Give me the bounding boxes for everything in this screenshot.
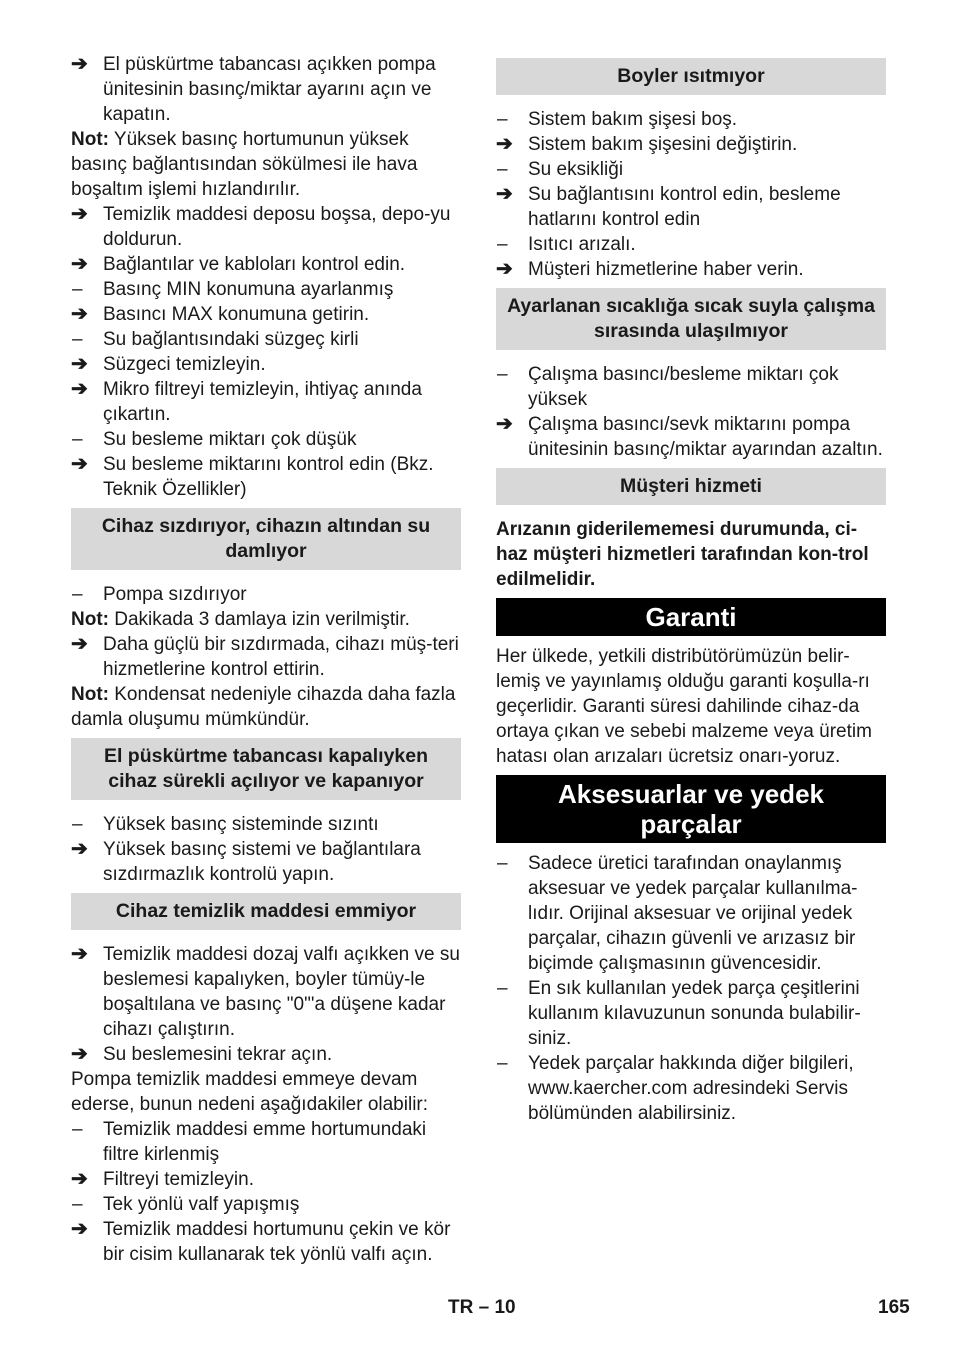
note-paragraph (71, 127, 461, 202)
instruction-item (71, 52, 461, 127)
cause-item (496, 1051, 886, 1126)
section-heading: Cihaz temizlik maddesi emmiyor (71, 893, 461, 930)
item-text: Temizlik maddesi dozaj valfı açıkken ve su beslemesi kapalıyken, boyler tümüy-le boşaltılana ve basınç "0"'a düşene kadar cihazı çalıştırın. (103, 944, 460, 1040)
section-heading: Müşteri hizmeti (496, 468, 886, 505)
cause-item (71, 582, 461, 607)
note-paragraph (71, 607, 461, 632)
chapter-heading: Garanti (496, 598, 886, 636)
arrow-icon: ➔ (71, 1168, 88, 1190)
cause-item (71, 1192, 461, 1217)
chapter-heading: Aksesuarlar ve yedek parçalar (496, 775, 886, 843)
instruction-item (71, 302, 461, 327)
dash-icon: – (497, 159, 508, 180)
instruction-item (71, 202, 461, 252)
item-text: Müşteri hizmetlerine haber verin. (528, 259, 804, 280)
arrow-icon: ➔ (71, 353, 88, 375)
item-text: Yüksek basınç sistemi ve bağlantılara sızdırmazlık kontrolü yapın. (103, 839, 421, 885)
note-text: Kondensat nedeniyle cihazda daha fazla damla oluşumu mümkündür. (71, 684, 456, 730)
instruction-item (71, 377, 461, 427)
paragraph: Her ülkede, yetkili distribütörümüzün belir-lemiş ve yayınlamış olduğu garanti koşulla-rı geçerlidir. Garanti süresi dahilinde cihaz-da ortaya çıkan ve sebebi malzeme veya üretim hatası olan arızaları ücretsiz onarı-yoruz. (496, 646, 872, 767)
instruction-item (496, 412, 886, 462)
left-column (71, 52, 461, 1267)
dash-icon: – (72, 279, 83, 300)
item-text: Su bağlantısındaki süzgeç kirli (103, 329, 359, 350)
instruction-item (496, 132, 886, 157)
item-text: El püskürtme tabancası açıkken pompa ünitesinin basınç/miktar ayarını açın ve kapatın. (103, 54, 436, 125)
item-text: Sistem bakım şişesini değiştirin. (528, 134, 798, 155)
note-label: Not: (71, 609, 109, 630)
cause-item (496, 232, 886, 257)
item-text: Su eksikliği (528, 159, 624, 180)
item-text: Yedek parçalar hakkında diğer bilgileri, www.kaercher.com adresindeki Servis bölümünden alabilirsiniz. (528, 1053, 854, 1124)
instruction-item (71, 252, 461, 277)
item-text: Bağlantılar ve kabloları kontrol edin. (103, 254, 406, 275)
dash-icon: – (72, 584, 83, 605)
dash-icon: – (72, 329, 83, 350)
item-text: Tek yönlü valf yapışmış (103, 1194, 300, 1215)
cause-item (71, 327, 461, 352)
instruction-item (71, 837, 461, 887)
item-text: Temizlik maddesi hortumunu çekin ve kör bir cisim kullanarak tek yönlü valfı açın. (103, 1219, 451, 1265)
page-number: 165 (878, 1297, 910, 1318)
item-text: Filtreyi temizleyin. (103, 1169, 254, 1190)
item-text: Su bağlantısını kontrol edin, besleme hatlarını kontrol edin (528, 184, 841, 230)
item-text: Yüksek basınç sisteminde sızıntı (103, 814, 379, 835)
item-text: Su besleme miktarı çok düşük (103, 429, 357, 450)
instruction-item (71, 1217, 461, 1267)
cause-item (71, 427, 461, 452)
item-text: Su beslemesini tekrar açın. (103, 1044, 333, 1065)
right-column (496, 52, 886, 1126)
instruction-item (71, 1167, 461, 1192)
cause-item (496, 362, 886, 412)
footer-section-label: TR – 10 (448, 1297, 516, 1318)
item-text: Daha güçlü bir sızdırmada, cihazı müş-teri hizmetlerine kontrol ettirin. (103, 634, 459, 680)
instruction-item (71, 452, 461, 502)
item-text: Mikro filtreyi temizleyin, ihtiyaç anında çıkartın. (103, 379, 422, 425)
item-text: Su besleme miktarını kontrol edin (Bkz. Teknik Özellikler) (103, 454, 434, 500)
arrow-icon: ➔ (496, 133, 513, 155)
cause-item (496, 157, 886, 182)
instruction-item (71, 1042, 461, 1067)
note-label: Not: (71, 129, 109, 150)
dash-icon: – (72, 1119, 83, 1140)
cause-item (496, 107, 886, 132)
note-label: Not: (71, 684, 109, 705)
item-text: Süzgeci temizleyin. (103, 354, 266, 375)
item-text: Temizlik maddesi emme hortumundaki filtre kirlenmiş (103, 1119, 427, 1165)
dash-icon: – (72, 814, 83, 835)
arrow-icon: ➔ (71, 203, 88, 225)
note-text: Dakikada 3 damlaya izin verilmiştir. (108, 609, 410, 630)
instruction-item (496, 182, 886, 232)
bold-paragraph: Arızanın giderilememesi durumunda, ci-haz müşteri hizmetleri tarafından kon-trol edilmelidir. (496, 519, 869, 590)
arrow-icon: ➔ (71, 303, 88, 325)
arrow-icon: ➔ (71, 378, 88, 400)
dash-icon: – (497, 978, 508, 999)
cause-item (496, 976, 886, 1051)
item-text: Sistem bakım şişesi boş. (528, 109, 738, 130)
item-text: En sık kullanılan yedek parça çeşitlerini kullanım kılavuzunun sonunda bulabilir-siniz. (528, 978, 861, 1049)
instruction-item (71, 352, 461, 377)
cause-item (496, 851, 886, 976)
item-text: Çalışma basıncı/besleme miktarı çok yüksek (528, 364, 839, 410)
instruction-item (496, 257, 886, 282)
item-text: Çalışma basıncı/sevk miktarını pompa ünitesinin basınç/miktar ayarından azaltın. (528, 414, 883, 460)
cause-item (71, 277, 461, 302)
cause-item (71, 812, 461, 837)
arrow-icon: ➔ (71, 633, 88, 655)
item-text: Sadece üretici tarafından onaylanmış aksesuar ve yedek parçalar kullanılma-lıdır. Orijinal aksesuar ve orijinal yedek parçalar, cihazın güvenli ve arızasız bir biçimde çalışmasının güvencesidir. (528, 853, 858, 974)
item-text: Pompa sızdırıyor (103, 584, 247, 605)
dash-icon: – (497, 364, 508, 385)
dash-icon: – (497, 109, 508, 130)
paragraph: Pompa temizlik maddesi emmeye devam ederse, bunun nedeni aşağıdakiler olabilir: (71, 1069, 429, 1115)
item-text: Isıtıcı arızalı. (528, 234, 636, 255)
arrow-icon: ➔ (71, 943, 88, 965)
item-text: Basınç MIN konumuna ayarlanmış (103, 279, 394, 300)
item-text: Temizlik maddesi deposu boşsa, depo-yu doldurun. (103, 204, 451, 250)
arrow-icon: ➔ (71, 838, 88, 860)
arrow-icon: ➔ (496, 183, 513, 205)
instruction-item (71, 942, 461, 1042)
instruction-item (71, 632, 461, 682)
note-text: Yüksek basınç hortumunun yüksek basınç bağlantısından sökülmesi ile hava boşaltım işlemi hızlandırılır. (71, 129, 418, 200)
arrow-icon: ➔ (71, 253, 88, 275)
section-heading: Ayarlanan sıcaklığa sıcak suyla çalışma sırasında ulaşılmıyor (496, 288, 886, 350)
arrow-icon: ➔ (71, 1218, 88, 1240)
dash-icon: – (497, 1053, 508, 1074)
dash-icon: – (72, 1194, 83, 1215)
section-heading: El püskürtme tabancası kapalıyken cihaz sürekli açılıyor ve kapanıyor (71, 738, 461, 800)
dash-icon: – (497, 234, 508, 255)
arrow-icon: ➔ (71, 53, 88, 75)
arrow-icon: ➔ (71, 1043, 88, 1065)
section-heading: Cihaz sızdırıyor, cihazın altından su damlıyor (71, 508, 461, 570)
note-paragraph (71, 682, 461, 732)
dash-icon: – (497, 853, 508, 874)
arrow-icon: ➔ (496, 258, 513, 280)
item-text: Basıncı MAX konumuna getirin. (103, 304, 370, 325)
arrow-icon: ➔ (71, 453, 88, 475)
dash-icon: – (72, 429, 83, 450)
arrow-icon: ➔ (496, 413, 513, 435)
section-heading: Boyler ısıtmıyor (496, 58, 886, 95)
cause-item (71, 1117, 461, 1167)
